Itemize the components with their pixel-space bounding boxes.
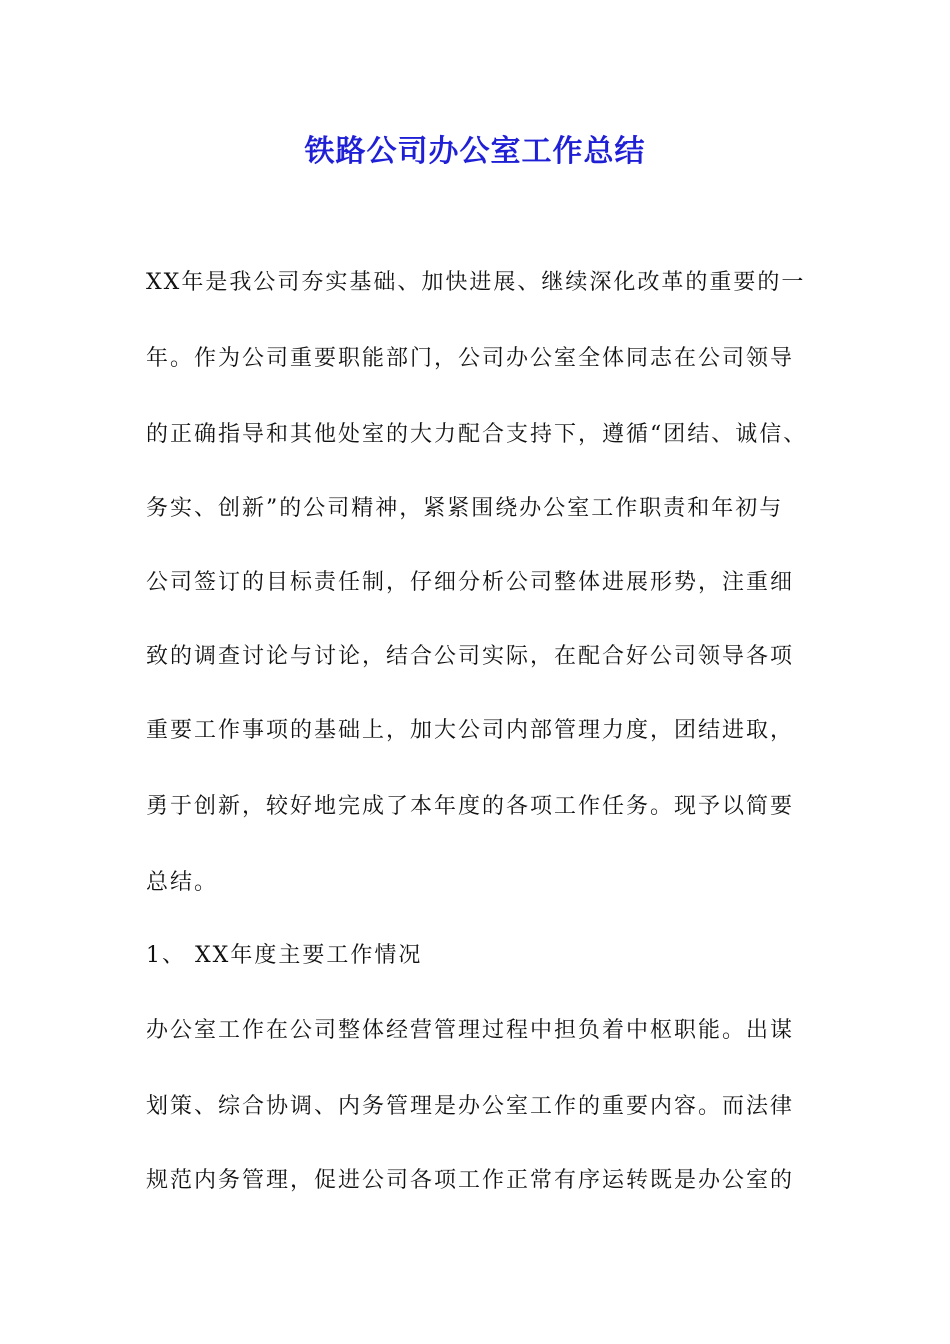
body-line: 规范内务管理，促进公司各项工作正常有序运转既是办公室的: [146, 1168, 795, 1193]
body-line: 重要工作事项的基础上，加大公司内部管理力度，团结进取，: [146, 718, 795, 743]
body-line: 年。作为公司重要职能部门，公司办公室全体同志在公司领导: [146, 346, 795, 371]
body-line: 总结。: [146, 870, 219, 895]
body-line: 公司签订的目标责任制，仔细分析公司整体进展形势，注重细: [146, 570, 795, 595]
document-title: 铁路公司办公室工作总结: [304, 134, 646, 169]
section-heading: 1、 XX年度主要工作情况: [146, 943, 423, 968]
body-line: 务实、创新”的公司精神，紧紧围绕办公室工作职责和年初与: [146, 496, 784, 521]
body-line: 致的调查讨论与讨论，结合公司实际，在配合好公司领导各项: [146, 644, 795, 669]
body-line: 勇于创新，较好地完成了本年度的各项工作任务。现予以简要: [146, 794, 795, 819]
body-line: 办公室工作在公司整体经营管理过程中担负着中枢职能。出谋: [146, 1018, 795, 1043]
body-line: 的正确指导和其他处室的大力配合支持下，遵循“团结、诚信、: [146, 422, 808, 447]
body-line: XX年是我公司夯实基础、加快进展、继续深化改革的重要的一: [146, 270, 806, 295]
body-line: 划策、综合协调、内务管理是办公室工作的重要内容。而法律: [146, 1094, 795, 1119]
